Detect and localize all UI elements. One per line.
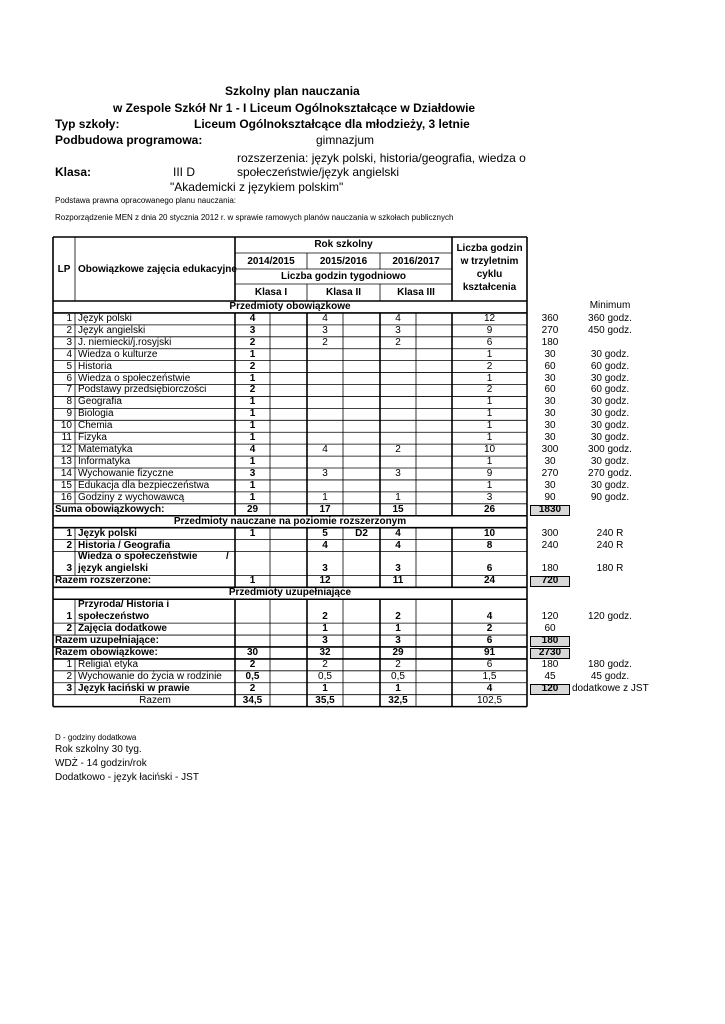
subtotal-label: Razem obowiązkowe: bbox=[55, 646, 158, 658]
subtotal-label: Razem uzupełniające: bbox=[55, 634, 159, 646]
class-1-hours: 30 bbox=[246, 646, 259, 658]
cycle-total: 4 bbox=[486, 682, 493, 694]
subtotal-label: Suma obowiązkowych: bbox=[55, 503, 165, 515]
subject-name: Wychowanie fizyczne bbox=[78, 467, 174, 479]
cycle-hours: 270 bbox=[541, 467, 559, 479]
cycle-total: 6 bbox=[486, 563, 493, 575]
minimum-hours: 30 godz. bbox=[590, 479, 630, 491]
header-weekly-hours: Liczba godzin tygodniowo bbox=[281, 271, 406, 282]
cycle-total: 1 bbox=[486, 372, 493, 384]
row-number: 14 bbox=[60, 467, 72, 479]
minimum-hours: dodatkowe z JST bbox=[572, 682, 649, 694]
row-number: 6 bbox=[66, 372, 72, 384]
extra-hours-mark: D2 bbox=[355, 527, 368, 539]
header-minimum: Minimum bbox=[589, 300, 631, 311]
class-3-hours: 4 bbox=[395, 527, 401, 539]
minimum-hours: 60 godz. bbox=[590, 360, 630, 372]
header-total-line-1: Liczba godzin bbox=[456, 243, 523, 254]
header-class-3: Klasa III bbox=[397, 287, 435, 298]
subject-name: Historia / Geografia bbox=[78, 539, 171, 551]
class-3-hours: 3 bbox=[395, 324, 401, 336]
regulation: Rozporządzenie MEN z dnia 20 stycznia 2012 r. w sprawie ramowych planów nauczania w szkołach publicznych bbox=[55, 213, 454, 222]
cycle-total: 2 bbox=[486, 623, 493, 635]
minimum-hours: 270 godz. bbox=[588, 467, 632, 479]
class-1-hours: 1 bbox=[249, 348, 256, 360]
section-title: Przedmioty obowiązkowe bbox=[229, 300, 351, 312]
minimum-hours: 30 godz. bbox=[590, 408, 630, 420]
row-number: 2 bbox=[66, 670, 72, 682]
cycle-total: 1 bbox=[486, 456, 493, 468]
class-3-hours: 1 bbox=[395, 682, 401, 694]
minimum-hours: 90 godz. bbox=[590, 491, 630, 503]
subject-name-line-2: język angielski bbox=[78, 563, 149, 575]
minimum-hours: 300 godz. bbox=[588, 444, 632, 456]
cycle-total: 9 bbox=[486, 467, 493, 479]
section-title: Przedmioty nauczane na poziomie rozszerzonym bbox=[173, 515, 407, 527]
cycle-hours: 30 bbox=[544, 479, 556, 491]
cycle-total: 1,5 bbox=[482, 670, 497, 682]
class-3-hours: 29 bbox=[392, 646, 404, 658]
row-number: 3 bbox=[66, 682, 72, 694]
class-1-hours: 34,5 bbox=[242, 694, 263, 706]
note-school-year: Rok szkolny 30 tyg. bbox=[55, 744, 142, 755]
minimum-hours: 240 R bbox=[596, 527, 624, 539]
row-number: 7 bbox=[66, 384, 72, 396]
class-3-hours: 11 bbox=[392, 575, 404, 587]
subject-name: Wiedza o kulturze bbox=[78, 348, 158, 360]
class-1-hours: 1 bbox=[249, 432, 256, 444]
cycle-total: 1 bbox=[486, 348, 493, 360]
minimum-hours: 45 godz. bbox=[590, 670, 630, 682]
class-3-hours: 0,5 bbox=[391, 670, 405, 682]
class-1-hours: 29 bbox=[246, 503, 259, 515]
cycle-hours: 180 bbox=[541, 634, 559, 646]
subject-name: Podstawy przedsiębiorczości bbox=[78, 384, 207, 396]
plan-title: Szkolny plan nauczania bbox=[225, 84, 360, 98]
cycle-hours: 180 bbox=[541, 336, 559, 348]
row-number: 1 bbox=[66, 658, 72, 670]
row-number: 11 bbox=[61, 432, 72, 444]
minimum-hours: 30 godz. bbox=[590, 372, 630, 384]
cycle-hours: 180 bbox=[541, 658, 559, 670]
cycle-hours: 300 bbox=[541, 527, 559, 539]
cycle-hours: 300 bbox=[541, 444, 559, 456]
cycle-hours: 30 bbox=[544, 456, 556, 468]
subject-name-line-2: społeczeństwo bbox=[78, 611, 150, 623]
row-number: 15 bbox=[60, 479, 72, 491]
cycle-hours: 60 bbox=[544, 360, 556, 372]
minimum-hours: 180 godz. bbox=[588, 658, 632, 670]
subject-name: Godziny z wychowawcą bbox=[78, 491, 185, 503]
note-wdz: WDŻ - 14 godzin/rok bbox=[55, 758, 147, 769]
class-3-hours: 4 bbox=[395, 539, 401, 551]
class-2-hours: 2 bbox=[322, 658, 328, 670]
cycle-total: 6 bbox=[486, 336, 493, 348]
minimum-hours: 30 godz. bbox=[590, 396, 630, 408]
class-1-hours: 0,5 bbox=[245, 670, 260, 682]
cycle-hours: 270 bbox=[541, 324, 559, 336]
school-name: w Zespole Szkół Nr 1 - I Liceum Ogólnokształcące w Działdowie bbox=[113, 101, 476, 115]
subject-name: Zajęcia dodatkowe bbox=[78, 623, 167, 635]
class-1-hours: 2 bbox=[249, 658, 256, 670]
subject-name-line-1: Wiedza o społeczeństwie bbox=[78, 551, 198, 563]
cycle-hours: 30 bbox=[544, 420, 556, 432]
class-3-hours: 3 bbox=[395, 563, 401, 575]
class-1-hours: 2 bbox=[249, 682, 256, 694]
extensions-line-1: rozszerzenia: język polski, historia/geografia, wiedza o bbox=[237, 151, 526, 165]
cycle-total: 3 bbox=[486, 491, 493, 503]
class-2-hours: 4 bbox=[322, 444, 328, 456]
class-2-hours: 1 bbox=[322, 623, 328, 635]
cycle-total: 12 bbox=[483, 312, 496, 324]
cycle-total: 2 bbox=[486, 360, 493, 372]
class-2-hours: 1 bbox=[322, 491, 328, 503]
subject-name: Biologia bbox=[78, 408, 114, 420]
note-extra-hours: D - godziny dodatkowa bbox=[55, 733, 137, 742]
class-2-hours: 4 bbox=[322, 539, 328, 551]
class-3-hours: 2 bbox=[395, 336, 401, 348]
legal-basis: Podstawa prawna opracowanego planu nauczania: bbox=[55, 196, 237, 205]
class-3-hours: 32,5 bbox=[388, 694, 408, 706]
subject-name-slash: / bbox=[226, 551, 229, 563]
note-latin: Dodatkowo - język łaciński - JST bbox=[55, 772, 199, 783]
row-number: 12 bbox=[60, 444, 72, 456]
class-3-hours: 2 bbox=[395, 611, 401, 623]
minimum-hours: 120 godz. bbox=[588, 611, 632, 623]
row-number: 13 bbox=[60, 456, 72, 468]
extensions-line-2: społeczeństwie/język angielski bbox=[237, 165, 400, 179]
cycle-total: 1 bbox=[486, 432, 493, 444]
subject-name: Język angielski bbox=[78, 324, 146, 336]
subject-name: Matematyka bbox=[78, 444, 133, 456]
class-1-hours: 2 bbox=[249, 360, 256, 372]
total-label: Razem bbox=[139, 694, 171, 706]
cycle-total: 1 bbox=[486, 396, 493, 408]
minimum-hours: 30 godz. bbox=[590, 456, 630, 468]
class-2-hours: 0,5 bbox=[318, 670, 332, 682]
class-label: Klasa: bbox=[55, 165, 92, 179]
minimum-hours: 60 godz. bbox=[590, 384, 630, 396]
cycle-hours: 30 bbox=[544, 372, 556, 384]
class-1-hours: 1 bbox=[249, 479, 256, 491]
class-2-hours: 3 bbox=[322, 634, 328, 646]
cycle-total: 2 bbox=[486, 384, 493, 396]
subject-name: Wiedza o społeczeństwie bbox=[78, 372, 191, 384]
class-3-hours: 2 bbox=[395, 444, 401, 456]
header-year-3: 2016/2017 bbox=[392, 256, 440, 267]
subject-name: Chemia bbox=[78, 420, 113, 432]
class-1-hours: 1 bbox=[249, 456, 256, 468]
class-3-hours: 3 bbox=[395, 634, 401, 646]
header-total-line-3: cyklu bbox=[476, 269, 503, 280]
cycle-hours: 1830 bbox=[538, 503, 562, 515]
cycle-total: 6 bbox=[486, 634, 493, 646]
subject-name: J. niemiecki/j.rosyjski bbox=[78, 336, 172, 348]
row-number: 4 bbox=[66, 348, 72, 360]
cycle-total: 10 bbox=[483, 527, 496, 539]
school-type-label: Typ szkoły: bbox=[55, 117, 120, 131]
program-base-value: gimnazjum bbox=[316, 133, 375, 147]
class-3-hours: 2 bbox=[395, 658, 401, 670]
row-number: 3 bbox=[66, 336, 72, 348]
subject-name: Edukacja dla bezpieczeństwa bbox=[78, 479, 210, 491]
class-1-hours: 1 bbox=[249, 420, 256, 432]
subject-name: Geografia bbox=[78, 396, 122, 408]
header-year-1: 2014/2015 bbox=[247, 256, 295, 267]
class-1-hours: 4 bbox=[249, 312, 256, 324]
header-year-2: 2015/2016 bbox=[319, 256, 368, 267]
subject-name: Religia\ etyka bbox=[78, 658, 139, 670]
minimum-hours: 240 R bbox=[596, 539, 624, 551]
class-1-hours: 1 bbox=[249, 491, 256, 503]
header-lp: LP bbox=[57, 264, 71, 275]
cycle-hours: 30 bbox=[544, 396, 556, 408]
cycle-total: 10 bbox=[483, 444, 496, 456]
class-3-hours: 4 bbox=[395, 312, 401, 324]
class-1-hours: 1 bbox=[249, 396, 256, 408]
cycle-hours: 240 bbox=[541, 539, 559, 551]
cycle-hours: 30 bbox=[544, 348, 556, 360]
class-1-hours: 3 bbox=[249, 324, 256, 336]
row-number: 16 bbox=[60, 491, 72, 503]
class-2-hours: 3 bbox=[322, 324, 328, 336]
subject-name: Informatyka bbox=[78, 456, 131, 468]
class-2-hours: 5 bbox=[322, 527, 328, 539]
row-number: 1 bbox=[66, 611, 72, 623]
cycle-hours: 45 bbox=[544, 670, 556, 682]
class-2-hours: 17 bbox=[319, 503, 331, 515]
program-base-label: Podbudowa programowa: bbox=[55, 133, 203, 147]
cycle-hours: 60 bbox=[544, 623, 556, 635]
minimum-hours: 180 R bbox=[596, 563, 624, 575]
minimum-hours: 30 godz. bbox=[590, 420, 630, 432]
cycle-hours: 90 bbox=[544, 491, 556, 503]
header-subjects: Obowiązkowe zajęcia edukacyjne bbox=[78, 264, 237, 275]
minimum-hours: 360 godz. bbox=[588, 312, 632, 324]
row-number: 8 bbox=[66, 396, 72, 408]
cycle-hours: 360 bbox=[541, 312, 559, 324]
row-number: 5 bbox=[66, 360, 72, 372]
class-1-hours: 1 bbox=[249, 575, 256, 587]
header-class-2: Klasa II bbox=[325, 287, 362, 298]
header-school-year: Rok szkolny bbox=[314, 239, 373, 250]
class-value: III D bbox=[173, 165, 196, 179]
minimum-hours: 30 godz. bbox=[590, 348, 630, 360]
cycle-total: 26 bbox=[483, 503, 496, 515]
class-2-hours: 35,5 bbox=[315, 694, 335, 706]
cycle-total: 1 bbox=[486, 479, 493, 491]
minimum-hours: 450 godz. bbox=[588, 324, 632, 336]
class-3-hours: 3 bbox=[395, 467, 401, 479]
cycle-total: 4 bbox=[486, 611, 493, 623]
class-1-hours: 4 bbox=[249, 444, 256, 456]
cycle-hours: 720 bbox=[541, 575, 559, 587]
minimum-hours: 30 godz. bbox=[590, 432, 630, 444]
row-number: 10 bbox=[60, 420, 72, 432]
class-1-hours: 2 bbox=[249, 336, 256, 348]
cycle-total: 1 bbox=[486, 408, 493, 420]
cycle-total: 24 bbox=[483, 575, 496, 587]
row-number: 9 bbox=[66, 408, 72, 420]
class-1-hours: 1 bbox=[249, 527, 256, 539]
row-number: 2 bbox=[66, 324, 72, 336]
class-1-hours: 3 bbox=[249, 467, 256, 479]
section-title: Przedmioty uzupełniające bbox=[228, 587, 352, 599]
row-number: 1 bbox=[66, 527, 72, 539]
class-2-hours: 32 bbox=[319, 646, 331, 658]
cycle-hours: 120 bbox=[541, 682, 559, 694]
class-1-hours: 1 bbox=[249, 408, 256, 420]
class-2-hours: 1 bbox=[322, 682, 328, 694]
class-2-hours: 2 bbox=[322, 611, 328, 623]
subject-name-line-1: Przyroda/ Historia i bbox=[78, 599, 170, 611]
class-3-hours: 15 bbox=[392, 503, 404, 515]
class-3-hours: 1 bbox=[395, 491, 401, 503]
cycle-total: 9 bbox=[486, 324, 493, 336]
row-number: 2 bbox=[66, 623, 72, 635]
class-2-hours: 2 bbox=[322, 336, 328, 348]
cycle-hours: 120 bbox=[541, 611, 559, 623]
cycle-hours: 60 bbox=[544, 384, 556, 396]
cycle-hours: 30 bbox=[544, 408, 556, 420]
cycle-total: 1 bbox=[486, 420, 493, 432]
subject-name: Język polski bbox=[78, 312, 132, 324]
cycle-hours: 30 bbox=[544, 432, 556, 444]
class-2-hours: 4 bbox=[322, 312, 328, 324]
cycle-total: 91 bbox=[483, 646, 496, 658]
class-3-hours: 1 bbox=[395, 623, 401, 635]
row-number: 1 bbox=[66, 312, 72, 324]
subject-name: Wychowanie do życia w rodzinie bbox=[78, 670, 222, 682]
subject-name: Historia bbox=[78, 360, 112, 372]
header-total-line-4: kształcenia bbox=[462, 282, 517, 293]
header-class-1: Klasa I bbox=[254, 287, 288, 298]
cycle-total: 6 bbox=[486, 658, 493, 670]
class-2-hours: 3 bbox=[322, 563, 328, 575]
class-1-hours: 1 bbox=[249, 372, 256, 384]
header-total-line-2: w trzyletnim bbox=[460, 256, 519, 267]
school-type-value: Liceum Ogólnokształcące dla młodzieży, 3 letnie bbox=[194, 117, 470, 131]
subtotal-label: Razem rozszerzone: bbox=[55, 575, 152, 587]
cycle-total: 8 bbox=[486, 539, 493, 551]
row-number: 3 bbox=[66, 563, 72, 575]
cycle-hours: 2730 bbox=[538, 646, 562, 658]
cycle-hours: 180 bbox=[541, 563, 559, 575]
class-2-hours: 3 bbox=[322, 467, 328, 479]
subject-name: Język łaciński w prawie bbox=[78, 682, 190, 694]
row-number: 2 bbox=[66, 539, 72, 551]
cycle-total: 102,5 bbox=[476, 694, 503, 706]
class-motto: "Akademicki z językiem polskim" bbox=[170, 180, 344, 194]
class-2-hours: 12 bbox=[319, 575, 331, 587]
subject-name: Język polski bbox=[78, 527, 137, 539]
subject-name: Fizyka bbox=[78, 432, 107, 444]
class-1-hours: 2 bbox=[249, 384, 256, 396]
